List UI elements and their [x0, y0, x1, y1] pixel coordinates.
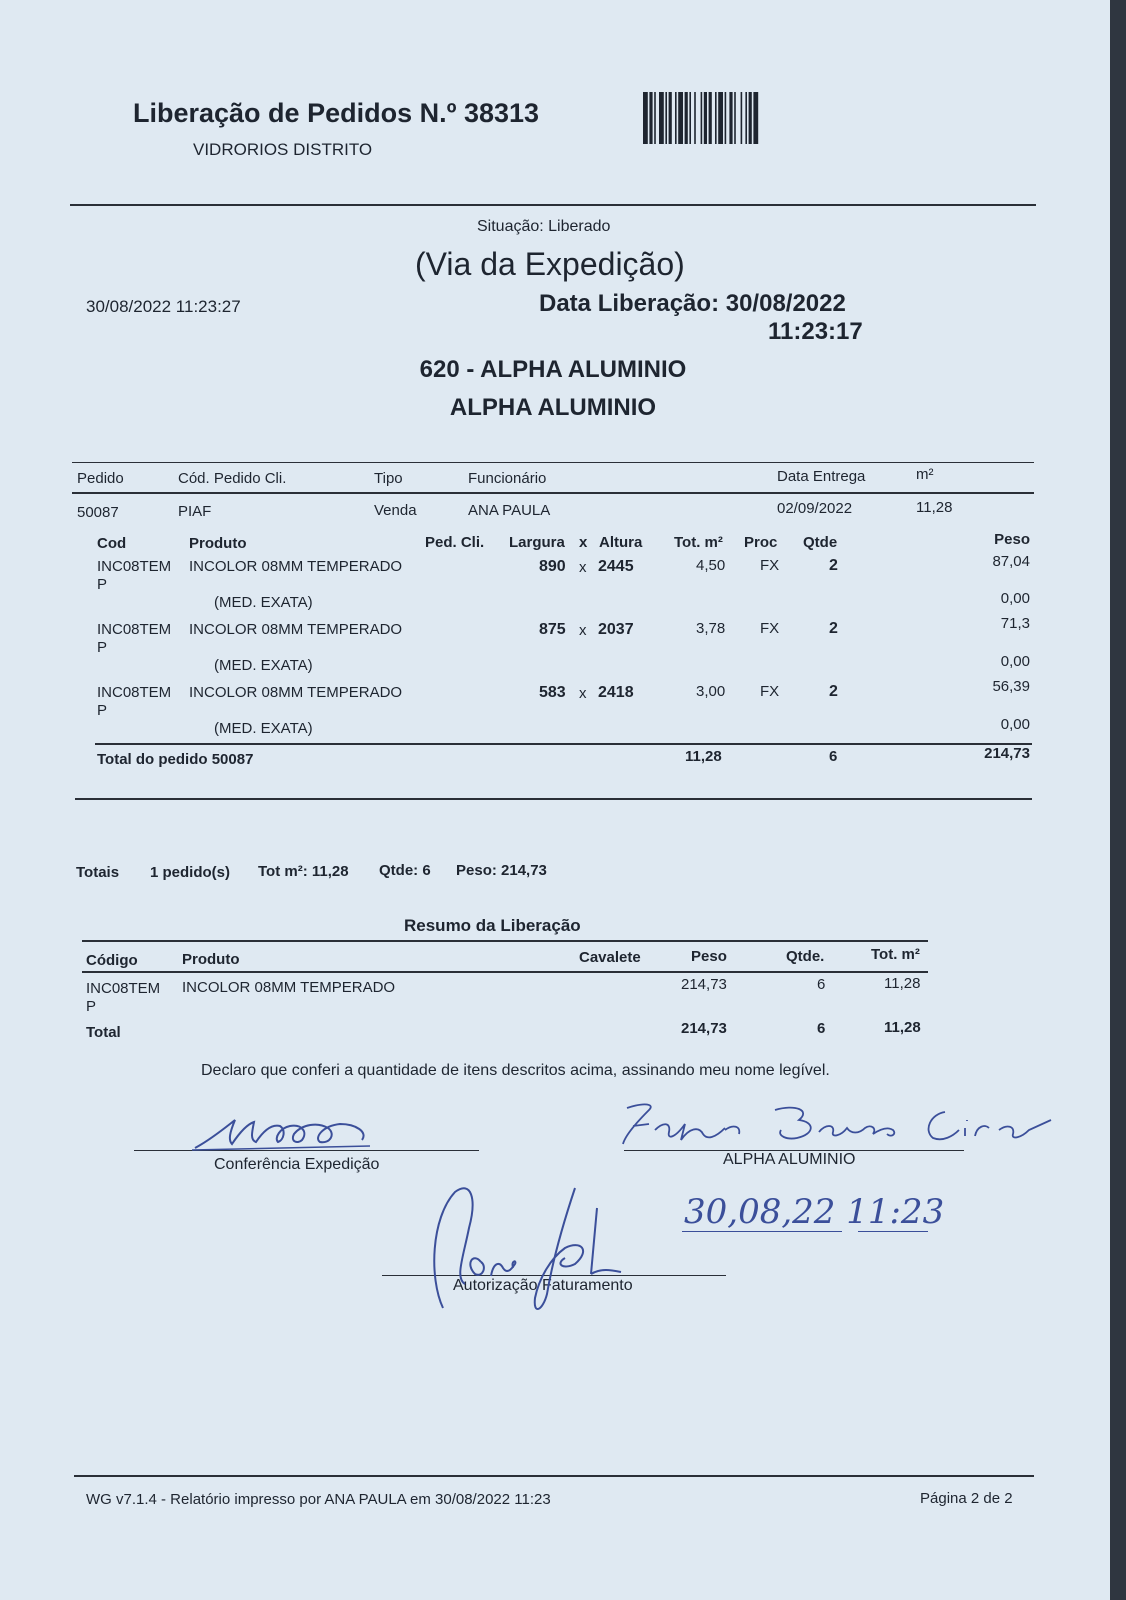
divider: [75, 798, 1032, 800]
client-code-name: 620 - ALPHA ALUMINIO: [419, 356, 687, 383]
divider: [82, 971, 928, 973]
col-produto: Produto: [189, 535, 247, 552]
print-datetime: 30/08/2022 11:23:27: [86, 297, 241, 316]
handwritten-signature-autorizacao: [425, 1178, 655, 1318]
client-order-code: PIAF: [178, 503, 212, 520]
barcode-bar: [678, 92, 683, 144]
status-text: Situação: Liberado: [477, 218, 611, 235]
order-total-m2: 11,28: [685, 748, 722, 765]
item-altura: 2418: [598, 684, 634, 701]
autorizacao-label: Autorização Faturamento: [453, 1277, 633, 1294]
barcode-bar: [654, 92, 656, 144]
barcode-bar: [659, 92, 664, 144]
totals-pedidos: 1 pedido(s): [150, 864, 231, 881]
barcode-bar: [643, 92, 648, 144]
order-number: 50087: [77, 504, 119, 521]
item-qtde: 2: [829, 557, 838, 574]
item-note: (MED. EXATA): [214, 720, 313, 737]
item-largura: 583: [539, 684, 566, 701]
item-x: x: [579, 685, 587, 702]
summary-codigo-suffix: P: [86, 998, 97, 1015]
summary-col-produto: Produto: [182, 951, 240, 968]
col-qtde: Qtde: [803, 534, 838, 551]
summary-total-peso: 214,73: [681, 1020, 727, 1037]
summary-title: Resumo da Liberação: [404, 916, 581, 935]
item-produto: INCOLOR 08MM TEMPERADO: [189, 621, 403, 638]
summary-col-cavalete: Cavalete: [579, 949, 641, 966]
barcode-bar: [685, 92, 688, 144]
divider: [72, 492, 1034, 494]
footer-report-info: WG v7.1.4 - Relatório impresso por ANA PAULA em 30/08/2022 11:23: [86, 1491, 551, 1508]
item-cod-suffix: P: [97, 639, 108, 656]
col-tipo: Tipo: [374, 470, 403, 487]
item-peso: 71,3: [1000, 615, 1030, 632]
summary-tot-m2: 11,28: [884, 975, 921, 992]
barcode-bar: [704, 92, 707, 144]
barcode-bar: [734, 92, 736, 144]
item-qtde: 2: [829, 620, 838, 637]
totals-peso: Peso: 214,73: [456, 862, 547, 879]
barcode-bar: [694, 92, 696, 144]
barcode-bar: [701, 92, 703, 144]
col-cod-pedido-cli: Cód. Pedido Cli.: [178, 470, 287, 487]
item-peso: 56,39: [992, 678, 1030, 695]
barcode-bar: [649, 92, 652, 144]
order-type: Venda: [374, 502, 417, 519]
summary-qtde: 6: [817, 976, 826, 993]
handwritten-underline: [682, 1231, 842, 1232]
company-name: VIDRORIOS DISTRITO: [193, 140, 373, 159]
barcode-bar: [749, 92, 752, 144]
handwritten-signature-cliente: [615, 1100, 1065, 1152]
divider: [70, 204, 1036, 206]
declaration-text: Declaro que conferi a quantidade de itens descritos acima, assinando meu nome legível.: [201, 1062, 830, 1079]
item-tot-m2: 3,00: [696, 683, 726, 700]
item-proc: FX: [760, 620, 780, 637]
barcode-bar: [675, 92, 677, 144]
col-largura: Largura: [509, 534, 565, 551]
totals-label: Totais: [76, 864, 120, 881]
page-number: Página 2 de 2: [920, 1490, 1013, 1507]
item-cod: INC08TEM: [97, 558, 172, 575]
item-cod-suffix: P: [97, 702, 108, 719]
summary-total-tot-m2: 11,28: [884, 1019, 921, 1036]
order-total-qtde: 6: [829, 748, 838, 765]
divider: [82, 940, 928, 942]
release-time: 11:23:17: [768, 318, 863, 345]
summary-total-label: Total: [86, 1024, 121, 1041]
divider: [72, 462, 1034, 463]
col-ped-cli: Ped. Cli.: [425, 534, 485, 551]
document-title: Liberação de Pedidos N.º 38313: [133, 98, 540, 128]
order-total-label: Total do pedido 50087: [97, 751, 254, 768]
col-cod: Cod: [97, 535, 127, 552]
item-produto: INCOLOR 08MM TEMPERADO: [189, 558, 403, 575]
item-altura: 2037: [598, 621, 634, 638]
delivery-date: 02/09/2022: [777, 500, 853, 517]
col-x: x: [579, 534, 588, 551]
handwritten-signature-conferencia: [190, 1110, 390, 1155]
barcode-bar: [718, 92, 723, 144]
employee: ANA PAULA: [468, 502, 551, 519]
item-proc: FX: [760, 683, 780, 700]
release-date: Data Liberação: 30/08/2022: [539, 290, 846, 317]
col-data-entrega: Data Entrega: [777, 468, 866, 485]
summary-col-peso: Peso: [691, 948, 727, 965]
item-tot-m2: 4,50: [696, 557, 726, 574]
item-x: x: [579, 559, 587, 576]
handwritten-date: 30,08,22 11:23: [684, 1192, 945, 1232]
item-x: x: [579, 622, 587, 639]
col-altura: Altura: [599, 534, 643, 551]
item-note-peso: 0,00: [1000, 716, 1030, 733]
item-produto: INCOLOR 08MM TEMPERADO: [189, 684, 403, 701]
barcode-bar: [665, 92, 667, 144]
barcode-bar: [715, 92, 717, 144]
order-total-peso: 214,73: [984, 745, 1030, 762]
order-m2: 11,28: [916, 499, 953, 516]
item-tot-m2: 3,78: [696, 620, 726, 637]
barcode-bar: [709, 92, 712, 144]
item-qtde: 2: [829, 683, 838, 700]
client-name: ALPHA ALUMINIO: [449, 394, 657, 421]
summary-produto: INCOLOR 08MM TEMPERADO: [182, 979, 396, 996]
barcode-bar: [669, 92, 672, 144]
item-peso: 87,04: [992, 553, 1030, 570]
item-altura: 2445: [598, 558, 634, 575]
col-pedido: Pedido: [77, 470, 124, 487]
barcode-bar: [753, 92, 758, 144]
item-largura: 890: [539, 558, 566, 575]
summary-col-codigo: Código: [86, 952, 138, 969]
cliente-label: ALPHA ALUMINIO: [723, 1151, 856, 1168]
item-largura: 875: [539, 621, 566, 638]
barcode-bar: [729, 92, 732, 144]
col-peso: Peso: [994, 531, 1030, 548]
summary-total-qtde: 6: [817, 1020, 826, 1037]
totals-m2: Tot m²: 11,28: [258, 863, 349, 880]
item-cod: INC08TEM: [97, 684, 172, 701]
summary-codigo: INC08TEM: [86, 980, 161, 997]
item-note: (MED. EXATA): [214, 657, 313, 674]
col-tot-m2: Tot. m²: [674, 534, 723, 551]
item-note: (MED. EXATA): [214, 594, 313, 611]
barcode-bar: [741, 92, 743, 144]
summary-col-qtde: Qtde.: [786, 948, 825, 965]
divider: [95, 743, 1032, 745]
item-note-peso: 0,00: [1000, 590, 1030, 607]
barcode-bar: [725, 92, 727, 144]
barcode-bar: [745, 92, 747, 144]
barcode-bar: [689, 92, 691, 144]
item-proc: FX: [760, 557, 780, 574]
col-funcionario: Funcionário: [468, 470, 547, 487]
item-note-peso: 0,00: [1000, 653, 1030, 670]
conferencia-label: Conferência Expedição: [214, 1156, 380, 1173]
summary-col-tot-m2: Tot. m²: [871, 946, 920, 963]
item-cod: INC08TEM: [97, 621, 172, 638]
handwritten-underline: [858, 1231, 928, 1232]
col-proc: Proc: [744, 534, 778, 551]
totals-qtde: Qtde: 6: [379, 862, 431, 879]
col-m2: m²: [916, 466, 934, 483]
barcode: [643, 92, 813, 144]
divider: [74, 1475, 1034, 1477]
via-title: (Via da Expedição): [415, 246, 685, 282]
summary-peso: 214,73: [681, 976, 727, 993]
item-cod-suffix: P: [97, 576, 108, 593]
